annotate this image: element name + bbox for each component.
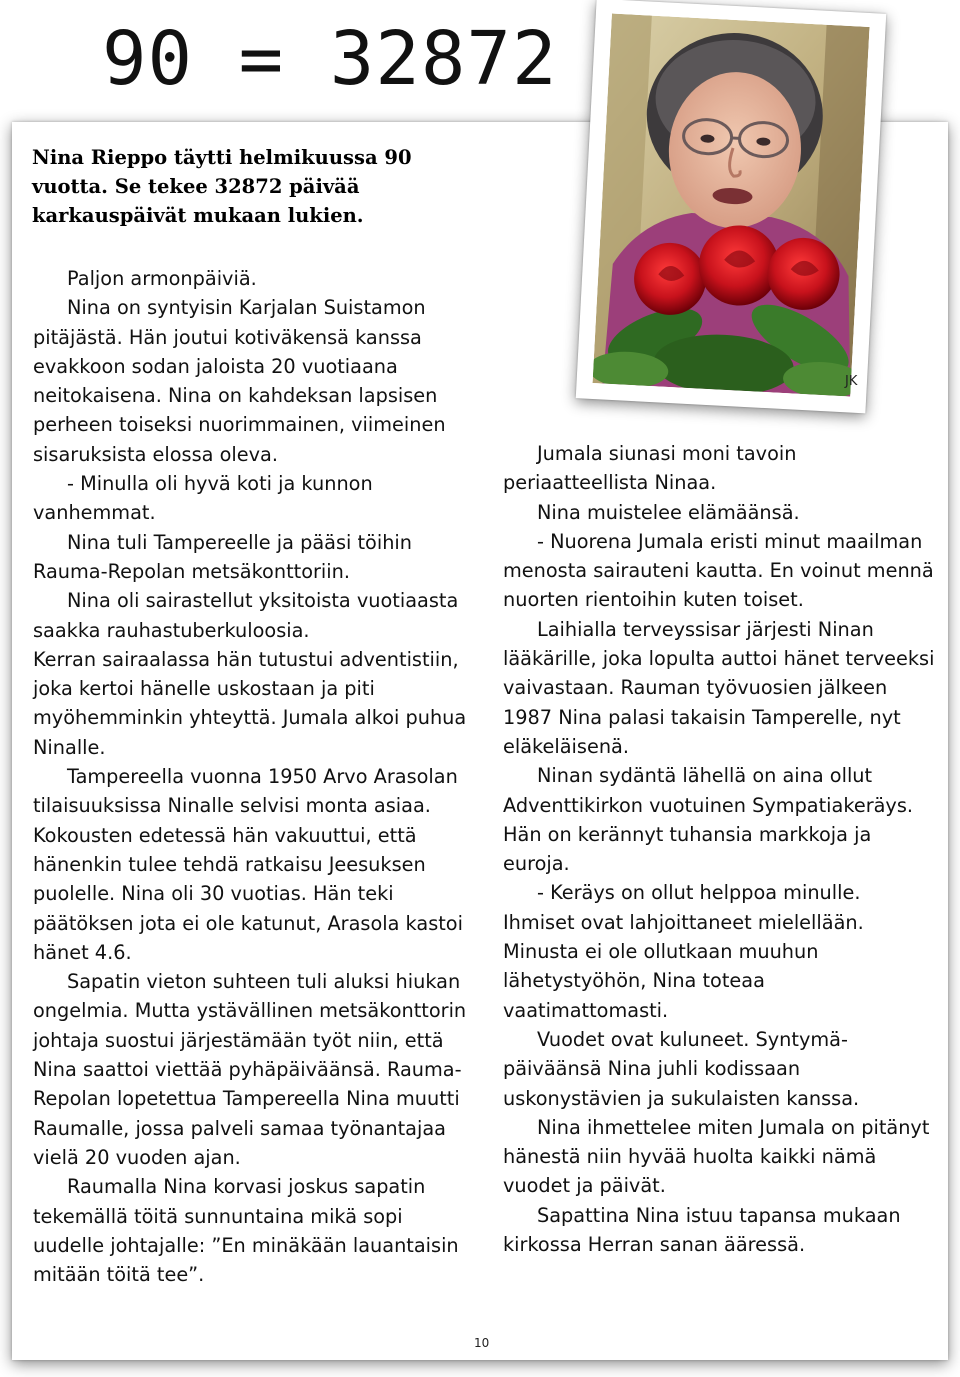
left-paragraph: Nina on syntyisin Karjalan Suistamon pitäjästä. Hän joutui kotiväkensä kanssa evakkoon sodan jaloista 20 vuotiaana neitokaisena. Nina on kahdeksan lapsisen perheen toiseksi nuorimmainen, viimeinen sisaruksista elossa oleva. (33, 296, 446, 466)
article-title: 90 = 32872 (102, 16, 558, 102)
right-paragraph: Laihialla terveyssisar järjesti Ninan lääkärille, joka lopulta auttoi hänet terveeksi vaivastaan. Rauman työvuosien jälkeen 1987 Nina palasi takaisin Tamperelle, nyt eläkeläisenä. (503, 617, 935, 758)
left-paragraph: Tampereella vuonna 1950 Arvo Arasolan tilaisuuksissa Ninalle selvisi monta asiaa. Kokousten edetessä hän vakuuttui, että hänenkin tulee tehdä ratkaisu Jeesuksen puolelle. Nina oli 30 vuotias. Hän teki päätöksen jota ei ole katunut, Arasola kastoi hänet 4.6. (33, 765, 463, 964)
portrait-photo-frame (576, 0, 887, 413)
right-paragraph: Jumala siunasi moni tavoin periaatteellista Ninaa. (503, 442, 797, 495)
right-paragraph: Ninan sydäntä lähellä on aina ollut Adventtikirkon vuotuinen Sympatiakeräys. Hän on kerännyt tuhansia markkoja ja euroja. (503, 764, 914, 876)
left-paragraph: Raumalla Nina korvasi joskus sapatin tekemällä töitä sunnuntaina mikä sopi uudelle johtajalle: ”En minäkään lauantaisin mitään töitä tee”. (33, 1175, 459, 1287)
right-paragraph: - Keräys on ollut helppoa minulle. Ihmiset ovat lahjoittaneet mielellään. Minusta ei ole ollutkaan muuhun lähetystyöhön, Nina toteaa vaatimattomasti. (503, 881, 864, 1022)
photo-credit: JK (845, 374, 858, 389)
portrait-illustration (593, 14, 870, 397)
left-paragraph: Nina tuli Tampereelle ja pääsi töihin Rauma-Repolan metsäkonttoriin. (33, 530, 412, 583)
left-column (33, 264, 473, 1289)
left-paragraph: Kerran sairaalassa hän tutustui adventistiin, joka kertoi hänelle uskostaan ja piti myöhemminkin yhteyttä. Jumala alkoi puhua Ninalle. (33, 647, 467, 759)
right-paragraph: Vuodet ovat kuluneet. Syntymä-päiväänsä Nina juhli kodissaan uskonystävien ja sukulaisten kanssa. (503, 1027, 860, 1110)
right-column (503, 439, 935, 1259)
right-paragraph: Sapattina Nina istuu tapansa mukaan kirkossa Herran sanan ääressä. (503, 1203, 901, 1257)
left-paragraph: Nina oli sairastellut yksitoista vuotiaasta saakka rauhastuberkuloosia. (33, 589, 459, 642)
page-number: 10 (474, 1336, 490, 1350)
right-paragraph: - Nuorena Jumala eristi minut maailman menosta sairauteni kautta. En voinut mennä nuorten rientoihin kuten toiset. (503, 529, 934, 612)
portrait-photo (593, 14, 870, 397)
left-paragraph: Sapatin vieton suhteen tuli aluksi hiukan ongelmia. Mutta ystävällinen metsäkonttorin johtaja suostui järjestämään työt niin, että Nina saattoi viettää pyhäpäiväänsä. Rauma-Repolan lopetettua Tampereella Nina muutti Raumalle, jossa palveli samaa työnantajaa vielä 20 vuoden ajan. (33, 970, 467, 1169)
right-paragraph: Nina muistelee elämäänsä. (537, 500, 800, 524)
right-paragraph: Nina ihmettelee miten Jumala on pitänyt hänestä niin hyvää huolta kaikki nämä vuodet ja päivät. (503, 1115, 930, 1198)
left-paragraph: - Minulla oli hyvä koti ja kunnon vanhemmat. (33, 472, 373, 525)
left-paragraph: Paljon armonpäiviä. (67, 267, 257, 290)
article-lead: Nina Rieppo täytti helmikuussa 90 vuotta. Se tekee 32872 päivää karkauspäivät mukaan lukien. (32, 146, 412, 227)
